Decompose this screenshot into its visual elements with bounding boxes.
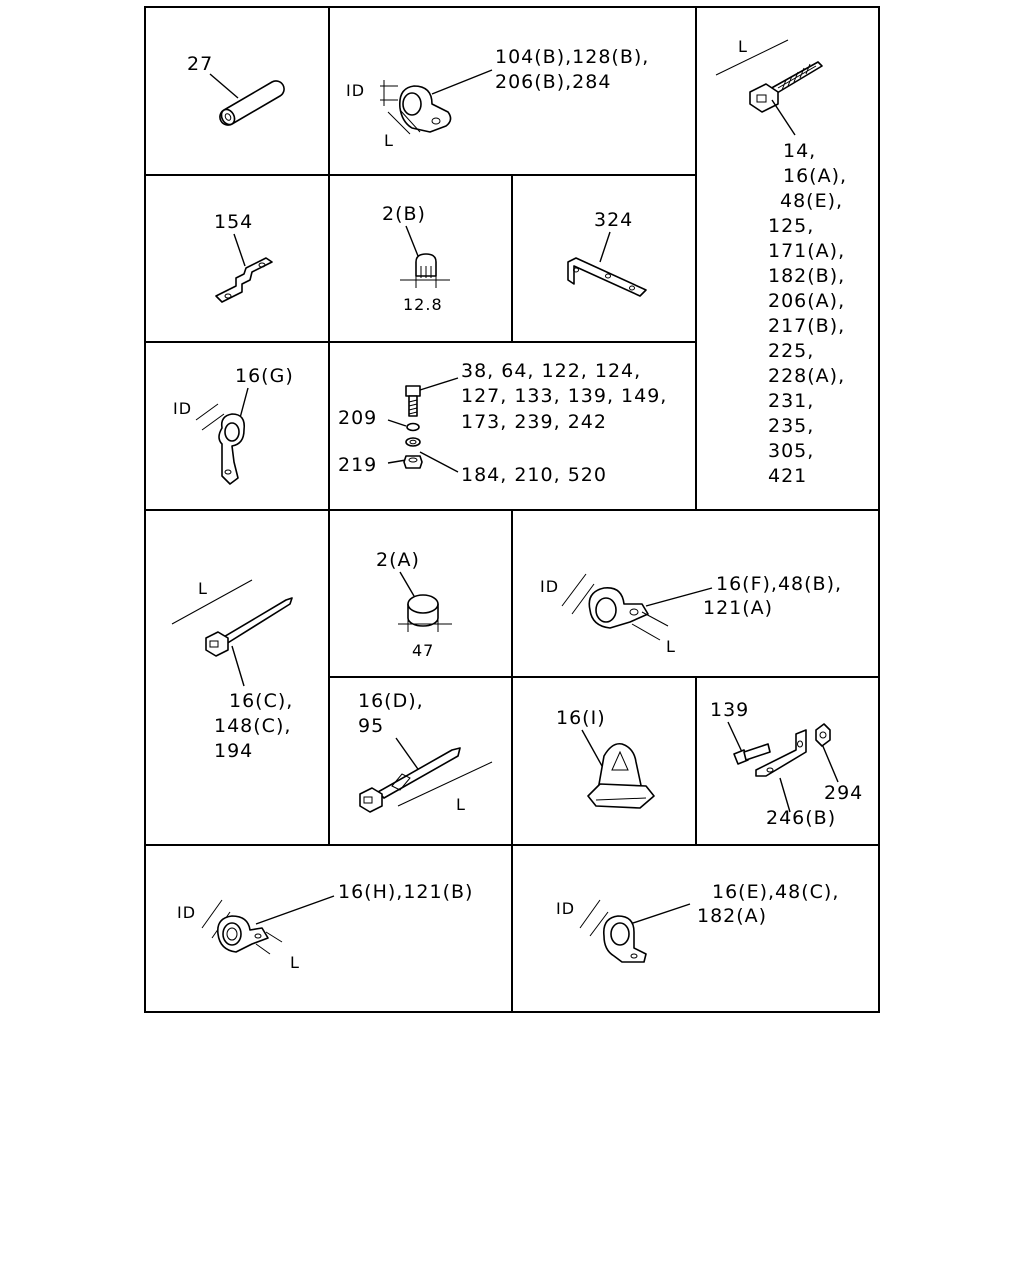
cell-fasteners (338, 360, 667, 486)
nut-part (404, 456, 422, 468)
dim-label: 12.8 (403, 295, 443, 314)
cell-clamp-16e (556, 881, 839, 962)
dim-label: 47 (412, 641, 435, 660)
dim-l-label: L (384, 131, 394, 150)
leader-line (600, 232, 610, 262)
washer-part (407, 424, 419, 431)
callout-16g: 16(G) (235, 365, 294, 387)
leader-line (420, 378, 458, 390)
cell-part-27 (187, 53, 284, 127)
bolt-list-line-3: 173, 239, 242 (461, 411, 607, 433)
tube-part (219, 81, 284, 127)
cell-clamp-104 (346, 46, 649, 150)
callout-27: 27 (187, 53, 214, 75)
leader-line (406, 226, 418, 256)
dim-l-label: L (456, 795, 466, 814)
clamp-part (219, 414, 244, 484)
clip-part (416, 254, 436, 278)
part-number: 206(A), (768, 290, 846, 312)
dim-id-label: ID (177, 903, 197, 922)
washer-part (406, 438, 420, 446)
cell-cable-tie-16c (172, 579, 293, 762)
nut-list: 184, 210, 520 (461, 464, 607, 486)
cell-clamp-16h (177, 881, 473, 972)
part-number: 182(B), (768, 265, 846, 287)
dim-l-label: L (738, 37, 748, 56)
leader-line (388, 420, 406, 426)
washer-label: 209 (338, 407, 378, 429)
part-number: 16(A), (783, 165, 848, 187)
label-line-1: 16(F),48(B), (716, 573, 843, 595)
leader-line (822, 744, 838, 782)
part-number: 235, (768, 415, 815, 437)
label-line-1: 16(E),48(C), (712, 881, 840, 903)
label-line-2: 182(A) (697, 905, 768, 927)
leader-line (210, 74, 238, 98)
leader-line (240, 388, 248, 418)
label-line-2: 206(B),284 (495, 71, 612, 93)
cell-clip-16i (556, 707, 654, 808)
part-number: 194 (214, 740, 254, 762)
part-number: 225, (768, 340, 815, 362)
label-line-2: 121(A) (703, 597, 774, 619)
part-number: 16(C), (229, 690, 294, 712)
leader-line (234, 234, 245, 266)
leader-line (728, 722, 742, 752)
leader-line (772, 100, 795, 135)
leader-line (256, 896, 334, 924)
nut-part (816, 724, 830, 746)
callout-2b: 2(B) (382, 203, 426, 225)
part-number: 305, (768, 440, 815, 462)
leader-line (630, 904, 690, 924)
callout-2a: 2(A) (376, 549, 420, 571)
label-line-1: 104(B),128(B), (495, 46, 650, 68)
callout-16h: 16(H),121(B) (338, 881, 474, 903)
bolt-list-line-2: 127, 133, 139, 149, (461, 385, 668, 407)
clamp-part (400, 86, 451, 132)
leader-line (400, 572, 414, 596)
cell-bracket-154 (214, 211, 272, 302)
part-number: 231, (768, 390, 815, 412)
clamp-part (604, 916, 646, 962)
cap-part (408, 595, 438, 626)
clip-part (588, 744, 654, 808)
parts-grid (145, 7, 879, 1012)
leader-line (432, 70, 492, 94)
bracket-label: 246(B) (766, 807, 837, 829)
cell-clip-2b (382, 203, 450, 314)
dim-l-label: L (290, 953, 300, 972)
nut-label: 294 (824, 782, 864, 804)
leader-line (396, 738, 420, 772)
cable-tie-part (750, 62, 822, 112)
cable-tie-part (206, 598, 292, 656)
label-line-1: 16(D), (358, 690, 424, 712)
callout-324: 324 (594, 209, 634, 231)
part-number: 125, (768, 215, 815, 237)
callout-154: 154 (214, 211, 254, 233)
part-number: 171(A), (768, 240, 846, 262)
leader-line (232, 646, 244, 686)
callout-16i: 16(I) (556, 707, 606, 729)
part-number: 48(E), (780, 190, 844, 212)
dim-l-label: L (666, 637, 676, 656)
leader-line (388, 460, 406, 463)
nut-label: 219 (338, 454, 378, 476)
cell-bracket-324 (568, 209, 646, 296)
cell-cable-tie-16d (358, 690, 492, 814)
cell-cable-tie-14 (716, 37, 847, 487)
part-number: 228(A), (768, 365, 846, 387)
cell-cap-2a (376, 549, 452, 660)
part-number: 148(C), (214, 715, 292, 737)
dim-id-label: ID (540, 577, 560, 596)
cell-clamp-16g (173, 365, 294, 484)
part-number: 217(B), (768, 315, 846, 337)
dim-id-label: ID (173, 399, 193, 418)
cell-bracket-assembly (710, 699, 863, 829)
bolt-label: 139 (710, 699, 750, 721)
bolt-list-line-1: 38, 64, 122, 124, (461, 360, 642, 382)
dim-id-label: ID (556, 899, 576, 918)
part-number: 421 (768, 465, 808, 487)
dim-l-label: L (198, 579, 208, 598)
bolt-part (406, 386, 420, 416)
clamp-part (589, 588, 648, 628)
leader-line (582, 730, 602, 766)
dim-id-label: ID (346, 81, 366, 100)
cell-clamp-16f (540, 573, 842, 656)
part-number: 14, (783, 140, 817, 162)
angle-bracket-part (568, 258, 646, 296)
label-line-2: 95 (358, 715, 385, 737)
leader-line (420, 452, 458, 472)
